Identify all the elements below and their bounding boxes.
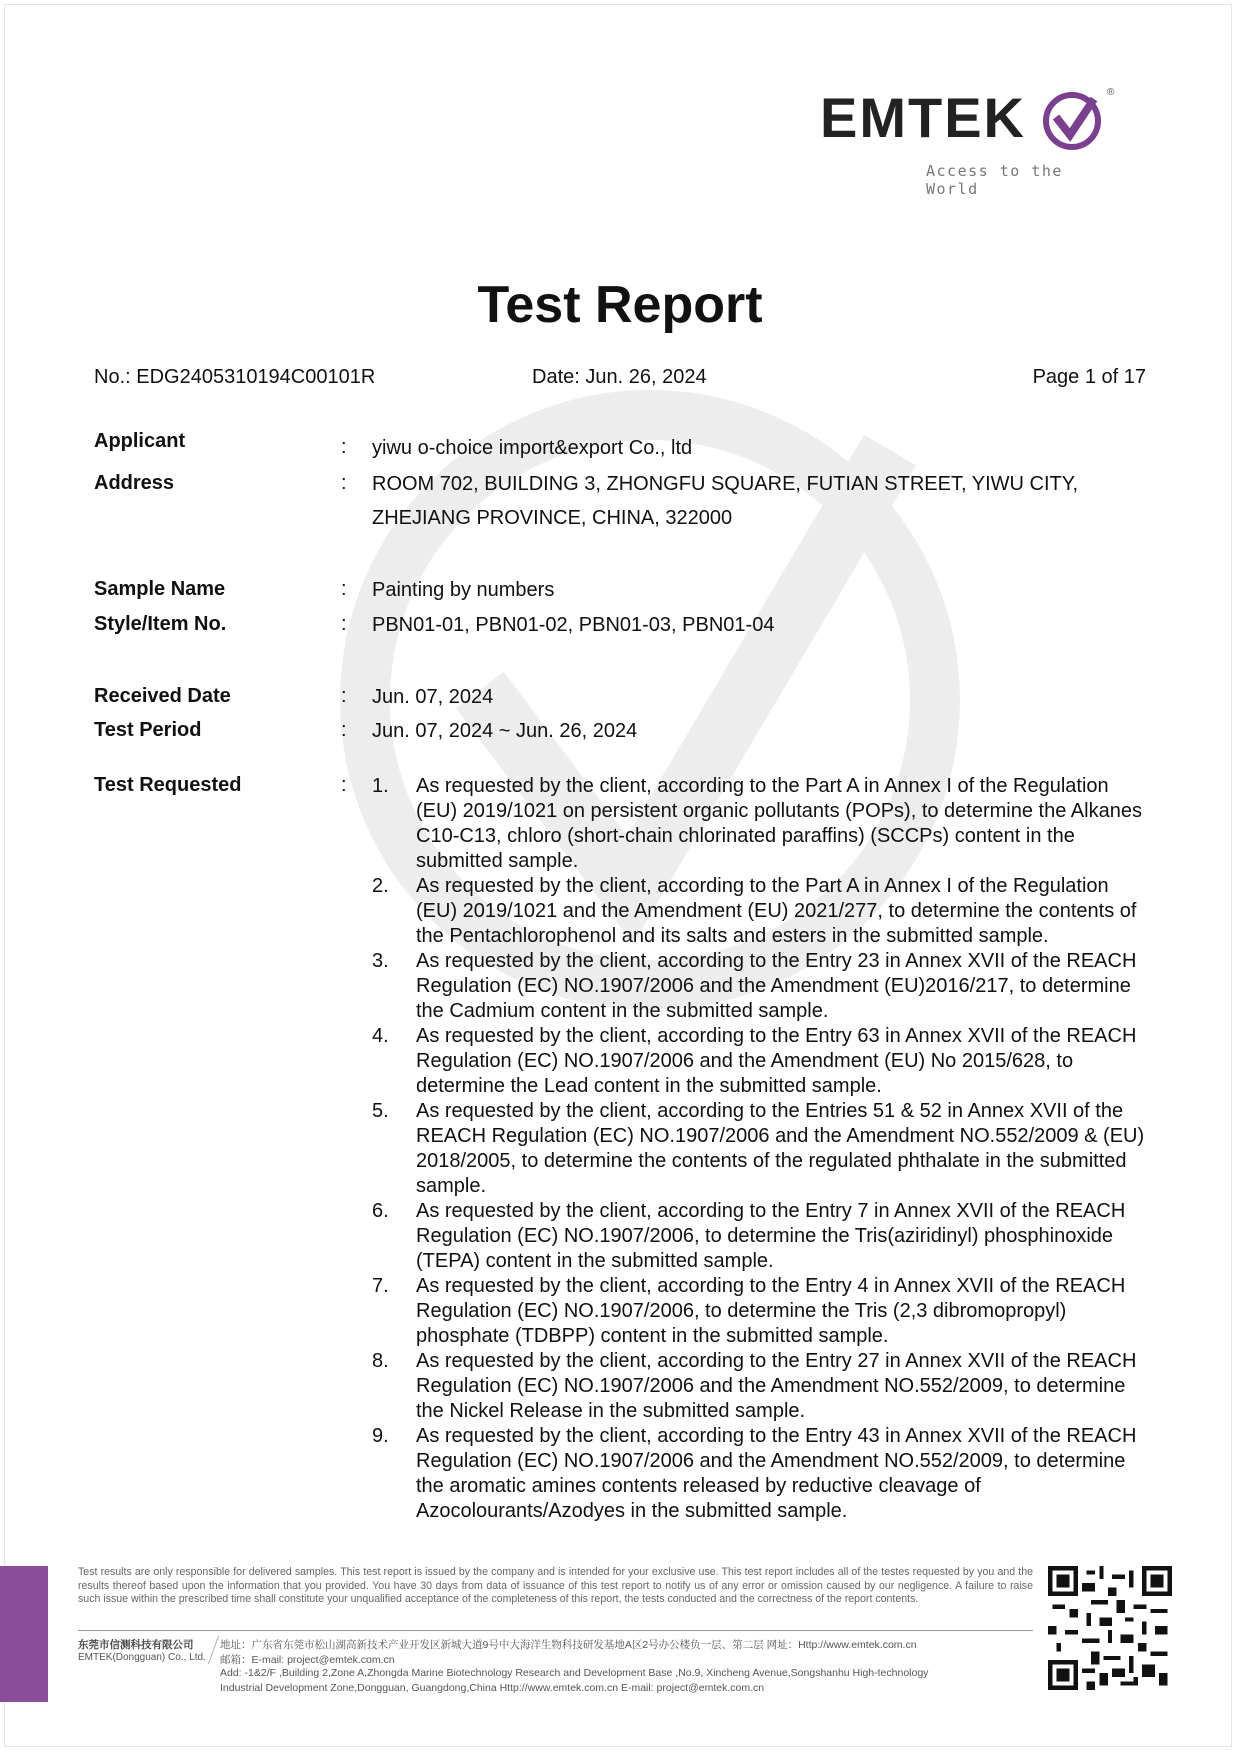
style-item-value: PBN01-01, PBN01-02, PBN01-03, PBN01-04 [372, 614, 775, 636]
page-title: Test Report [477, 276, 763, 334]
footer-accent-bar [0, 1566, 48, 1702]
list-item-number: 1. [372, 775, 389, 797]
address-colon: : [341, 472, 347, 494]
list-item-text: As requested by the client, according to the Part A in Annex I of the Regulation (EU) 2019/1021 and the Amendment (EU) 2021/277, to determine the contents of the Pentachlorophenol and its salts and esters in the submitted sample. [416, 875, 1137, 947]
list-item-text: As requested by the client, according to the Part A in Annex I of the Regulation (EU) 2019/1021 on persistent organic pollutants (POPs), to determine the Alkanes C10-C13, chloro (short-chain chlorinated paraffins) (SCCPs) content in the submitted sample. [416, 775, 1142, 872]
list-item [372, 1024, 1152, 1099]
footer-divider [78, 1630, 1033, 1631]
received-date-colon: : [341, 685, 347, 707]
list-item-text: As requested by the client, according to the Entry 27 in Annex XVII of the REACH Regulation (EC) NO.1907/2006 and the Amendment NO.552/2009, to determine the Nickel Release in the submitted sample. [416, 1350, 1137, 1422]
company-logo [820, 85, 1120, 198]
list-item-text: As requested by the client, according to the Entry 63 in Annex XVII of the REACH Regulation (EC) NO.1907/2006 and the Amendment (EU) No 2015/628, to determine the Lead content in the submitted sample. [416, 1025, 1137, 1097]
list-item-text: As requested by the client, according to the Entries 51 & 52 in Annex XVII of the REACH Regulation (EC) NO.1907/2006 and the Amendment NO.552/2009 & (EU) 2018/2005, to determine the contents of the regulated phthalate in the submitted sample. [416, 1100, 1145, 1197]
address-label: Address [94, 472, 175, 494]
emtek-check-logo-icon [1040, 89, 1104, 153]
address-line2: ZHEJIANG PROVINCE, CHINA, 322000 [372, 507, 733, 529]
address-en-line2: Industrial Development Zone,Dongguan, Guangdong,China Http://www.emtek.com.cn E-mail: project@emtek.com.cn [220, 1682, 765, 1694]
list-item [372, 1274, 1152, 1349]
company-name-cn: 东莞市信测科技有限公司 [78, 1639, 194, 1651]
test-requested-list [372, 774, 1152, 1524]
address-cn: 地址：广东省东莞市松山湖高新技术产业开发区新城大道9号中大海洋生物科技研发基地A区2号办公楼负一层、第二层 网址：Http://www.emtek.com.cn [220, 1639, 917, 1651]
sample-name-label: Sample Name [94, 578, 226, 600]
sample-name-value: Painting by numbers [372, 579, 555, 601]
list-item-number: 8. [372, 1350, 389, 1372]
footer-disclaimer: Test results are only responsible for delivered samples. This test report is issued by the company and is intended for your exclusive use. This test report includes all of the testes requested by you and the results thereof based upon the information that you provided. You have 30 days from data of issuance of this test report to notify us of any error or omission caused by our negligence. A failure to raise such issue within the prescribed time shall constitute your unqualified acceptance of the completeness of this report, the tests conducted and the correctness of the report contents. [78, 1566, 1033, 1606]
list-item-text: As requested by the client, according to the Entry 4 in Annex XVII of the REACH Regulation (EC) NO.1907/2006, to determine the Tris (2,3 dibromopropyl) phosphate (TDBPP) content in the submitted sample. [416, 1275, 1126, 1347]
test-requested-colon: : [341, 774, 347, 796]
list-item-text: As requested by the client, according to the Entry 7 in Annex XVII of the REACH Regulation (EC) NO.1907/2006, to determine the Tris(aziridinyl) phosphinoxide (TEPA) content in the submitted sample. [416, 1200, 1126, 1272]
report-number: No.: EDG2405310194C00101R [94, 366, 376, 388]
applicant-colon: : [341, 436, 347, 458]
list-item-number: 5. [372, 1100, 389, 1122]
list-item [372, 1199, 1152, 1274]
registered-mark: ® [1107, 87, 1115, 98]
address-line1: ROOM 702, BUILDING 3, ZHONGFU SQUARE, FUTIAN STREET, YIWU CITY, [372, 473, 1079, 495]
style-item-label: Style/Item No. [94, 613, 227, 635]
applicant-label: Applicant [94, 430, 186, 452]
received-date-value: Jun. 07, 2024 [372, 686, 494, 708]
report-date: Date: Jun. 26, 2024 [532, 366, 707, 388]
list-item-number: 3. [372, 950, 389, 972]
qr-code-icon [1048, 1566, 1172, 1690]
style-item-colon: : [341, 613, 347, 635]
list-item [372, 874, 1152, 949]
address-en-line1: Add: -1&2/F ,Building 2,Zone A,Zhongda Marine Biotechnology Research and Development Base ,No.9, Xincheng Avenue,Songshanhu High-technology [220, 1667, 929, 1679]
sample-name-colon: : [341, 578, 347, 600]
list-item-number: 9. [372, 1425, 389, 1447]
page-number: Page 1 of 17 [1032, 366, 1146, 388]
logo-tagline: Access to the World [926, 162, 1063, 198]
list-item-number: 6. [372, 1200, 389, 1222]
applicant-value: yiwu o-choice import&export Co., ltd [372, 437, 693, 459]
logo-brand-text: EMTEK [820, 86, 1026, 149]
list-item [372, 1099, 1152, 1199]
email-cn: 邮箱：E-mail: project@emtek.com.cn [220, 1654, 395, 1666]
list-item-text: As requested by the client, according to the Entry 43 in Annex XVII of the REACH Regulation (EC) NO.1907/2006 and the Amendment NO.552/2009, to determine the aromatic amines contents released by reductive cleavage of Azocolourants/Azodyes in the submitted sample. [416, 1425, 1137, 1522]
test-period-value: Jun. 07, 2024 ~ Jun. 26, 2024 [372, 720, 638, 742]
test-period-colon: : [341, 719, 347, 741]
list-item-number: 2. [372, 875, 389, 897]
list-item-text: As requested by the client, according to the Entry 23 in Annex XVII of the REACH Regulation (EC) NO.1907/2006 and the Amendment (EU)2016/217, to determine the Cadmium content in the submitted sample. [416, 950, 1137, 1022]
test-period-label: Test Period [94, 719, 202, 741]
list-item [372, 1349, 1152, 1424]
test-requested-label: Test Requested [94, 774, 242, 796]
list-item-number: 4. [372, 1025, 389, 1047]
received-date-label: Received Date [94, 685, 231, 707]
company-name-en: EMTEK(Dongguan) Co., Ltd. [78, 1652, 206, 1663]
list-item [372, 949, 1152, 1024]
list-item [372, 774, 1152, 874]
list-item-number: 7. [372, 1275, 389, 1297]
list-item [372, 1424, 1152, 1524]
